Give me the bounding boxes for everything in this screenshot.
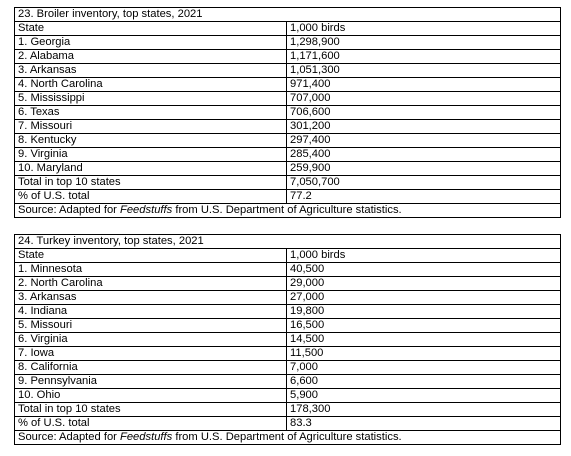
total-row bbox=[15, 176, 561, 190]
source-note bbox=[15, 431, 561, 445]
value-cell: 285,400 bbox=[287, 148, 561, 162]
table-title-row bbox=[15, 235, 561, 249]
value-cell: 40,500 bbox=[287, 263, 561, 277]
source-suffix: from U.S. Department of Agriculture statistics. bbox=[172, 204, 402, 216]
total-row bbox=[15, 403, 561, 417]
table-row bbox=[15, 92, 561, 106]
source-prefix: Source: Adapted for bbox=[18, 204, 120, 216]
state-cell: 10. Maryland bbox=[15, 162, 287, 176]
table-row bbox=[15, 106, 561, 120]
state-cell: 10. Ohio bbox=[15, 389, 287, 403]
state-cell: 2. Alabama bbox=[15, 50, 287, 64]
value-cell: 1,171,600 bbox=[287, 50, 561, 64]
table-row bbox=[15, 50, 561, 64]
state-cell: 7. Iowa bbox=[15, 347, 287, 361]
value-cell: 11,500 bbox=[287, 347, 561, 361]
percent-value: 83.3 bbox=[287, 417, 561, 431]
percent-row bbox=[15, 190, 561, 204]
value-cell: 7,000 bbox=[287, 361, 561, 375]
value-cell: 14,500 bbox=[287, 333, 561, 347]
table-row bbox=[15, 263, 561, 277]
column-header-state: State bbox=[15, 249, 287, 263]
column-header-value: 1,000 birds bbox=[287, 249, 561, 263]
table-header-row bbox=[15, 249, 561, 263]
turkey-inventory-table bbox=[14, 234, 561, 445]
value-cell: 16,500 bbox=[287, 319, 561, 333]
total-label: Total in top 10 states bbox=[15, 403, 287, 417]
state-cell: 8. Kentucky bbox=[15, 134, 287, 148]
percent-label: % of U.S. total bbox=[15, 417, 287, 431]
table-row bbox=[15, 389, 561, 403]
state-cell: 3. Arkansas bbox=[15, 291, 287, 305]
state-cell: 2. North Carolina bbox=[15, 277, 287, 291]
table-row bbox=[15, 277, 561, 291]
table-header-row bbox=[15, 22, 561, 36]
table-row bbox=[15, 148, 561, 162]
source-row bbox=[15, 204, 561, 218]
source-note bbox=[15, 204, 561, 218]
table-row bbox=[15, 333, 561, 347]
table-row bbox=[15, 291, 561, 305]
value-cell: 6,600 bbox=[287, 375, 561, 389]
value-cell: 1,051,300 bbox=[287, 64, 561, 78]
state-cell: 4. North Carolina bbox=[15, 78, 287, 92]
state-cell: 5. Mississippi bbox=[15, 92, 287, 106]
value-cell: 707,000 bbox=[287, 92, 561, 106]
value-cell: 27,000 bbox=[287, 291, 561, 305]
state-cell: 6. Texas bbox=[15, 106, 287, 120]
percent-value: 77.2 bbox=[287, 190, 561, 204]
source-suffix: from U.S. Department of Agriculture statistics. bbox=[172, 431, 402, 443]
table-row bbox=[15, 305, 561, 319]
broiler-inventory-table bbox=[14, 7, 561, 218]
value-cell: 297,400 bbox=[287, 134, 561, 148]
state-cell: 5. Missouri bbox=[15, 319, 287, 333]
total-value: 7,050,700 bbox=[287, 176, 561, 190]
table-title: 23. Broiler inventory, top states, 2021 bbox=[15, 8, 561, 22]
table-row bbox=[15, 64, 561, 78]
table-title-row bbox=[15, 8, 561, 22]
state-cell: 8. California bbox=[15, 361, 287, 375]
table-row bbox=[15, 361, 561, 375]
state-cell: 4. Indiana bbox=[15, 305, 287, 319]
value-cell: 1,298,900 bbox=[287, 36, 561, 50]
table-row bbox=[15, 36, 561, 50]
table-row bbox=[15, 162, 561, 176]
percent-label: % of U.S. total bbox=[15, 190, 287, 204]
source-publication: Feedstuffs bbox=[120, 204, 173, 216]
source-publication: Feedstuffs bbox=[120, 431, 173, 443]
value-cell: 29,000 bbox=[287, 277, 561, 291]
state-cell: 1. Georgia bbox=[15, 36, 287, 50]
percent-row bbox=[15, 417, 561, 431]
state-cell: 3. Arkansas bbox=[15, 64, 287, 78]
table-row bbox=[15, 375, 561, 389]
table-row bbox=[15, 319, 561, 333]
state-cell: 9. Virginia bbox=[15, 148, 287, 162]
value-cell: 301,200 bbox=[287, 120, 561, 134]
total-label: Total in top 10 states bbox=[15, 176, 287, 190]
table-title: 24. Turkey inventory, top states, 2021 bbox=[15, 235, 561, 249]
state-cell: 1. Minnesota bbox=[15, 263, 287, 277]
source-prefix: Source: Adapted for bbox=[18, 431, 120, 443]
value-cell: 259,900 bbox=[287, 162, 561, 176]
source-row bbox=[15, 431, 561, 445]
total-value: 178,300 bbox=[287, 403, 561, 417]
state-cell: 6. Virginia bbox=[15, 333, 287, 347]
value-cell: 5,900 bbox=[287, 389, 561, 403]
table-row bbox=[15, 120, 561, 134]
column-header-state: State bbox=[15, 22, 287, 36]
table-row bbox=[15, 347, 561, 361]
value-cell: 706,600 bbox=[287, 106, 561, 120]
state-cell: 7. Missouri bbox=[15, 120, 287, 134]
value-cell: 971,400 bbox=[287, 78, 561, 92]
value-cell: 19,800 bbox=[287, 305, 561, 319]
column-header-value: 1,000 birds bbox=[287, 22, 561, 36]
table-row bbox=[15, 78, 561, 92]
state-cell: 9. Pennsylvania bbox=[15, 375, 287, 389]
table-row bbox=[15, 134, 561, 148]
